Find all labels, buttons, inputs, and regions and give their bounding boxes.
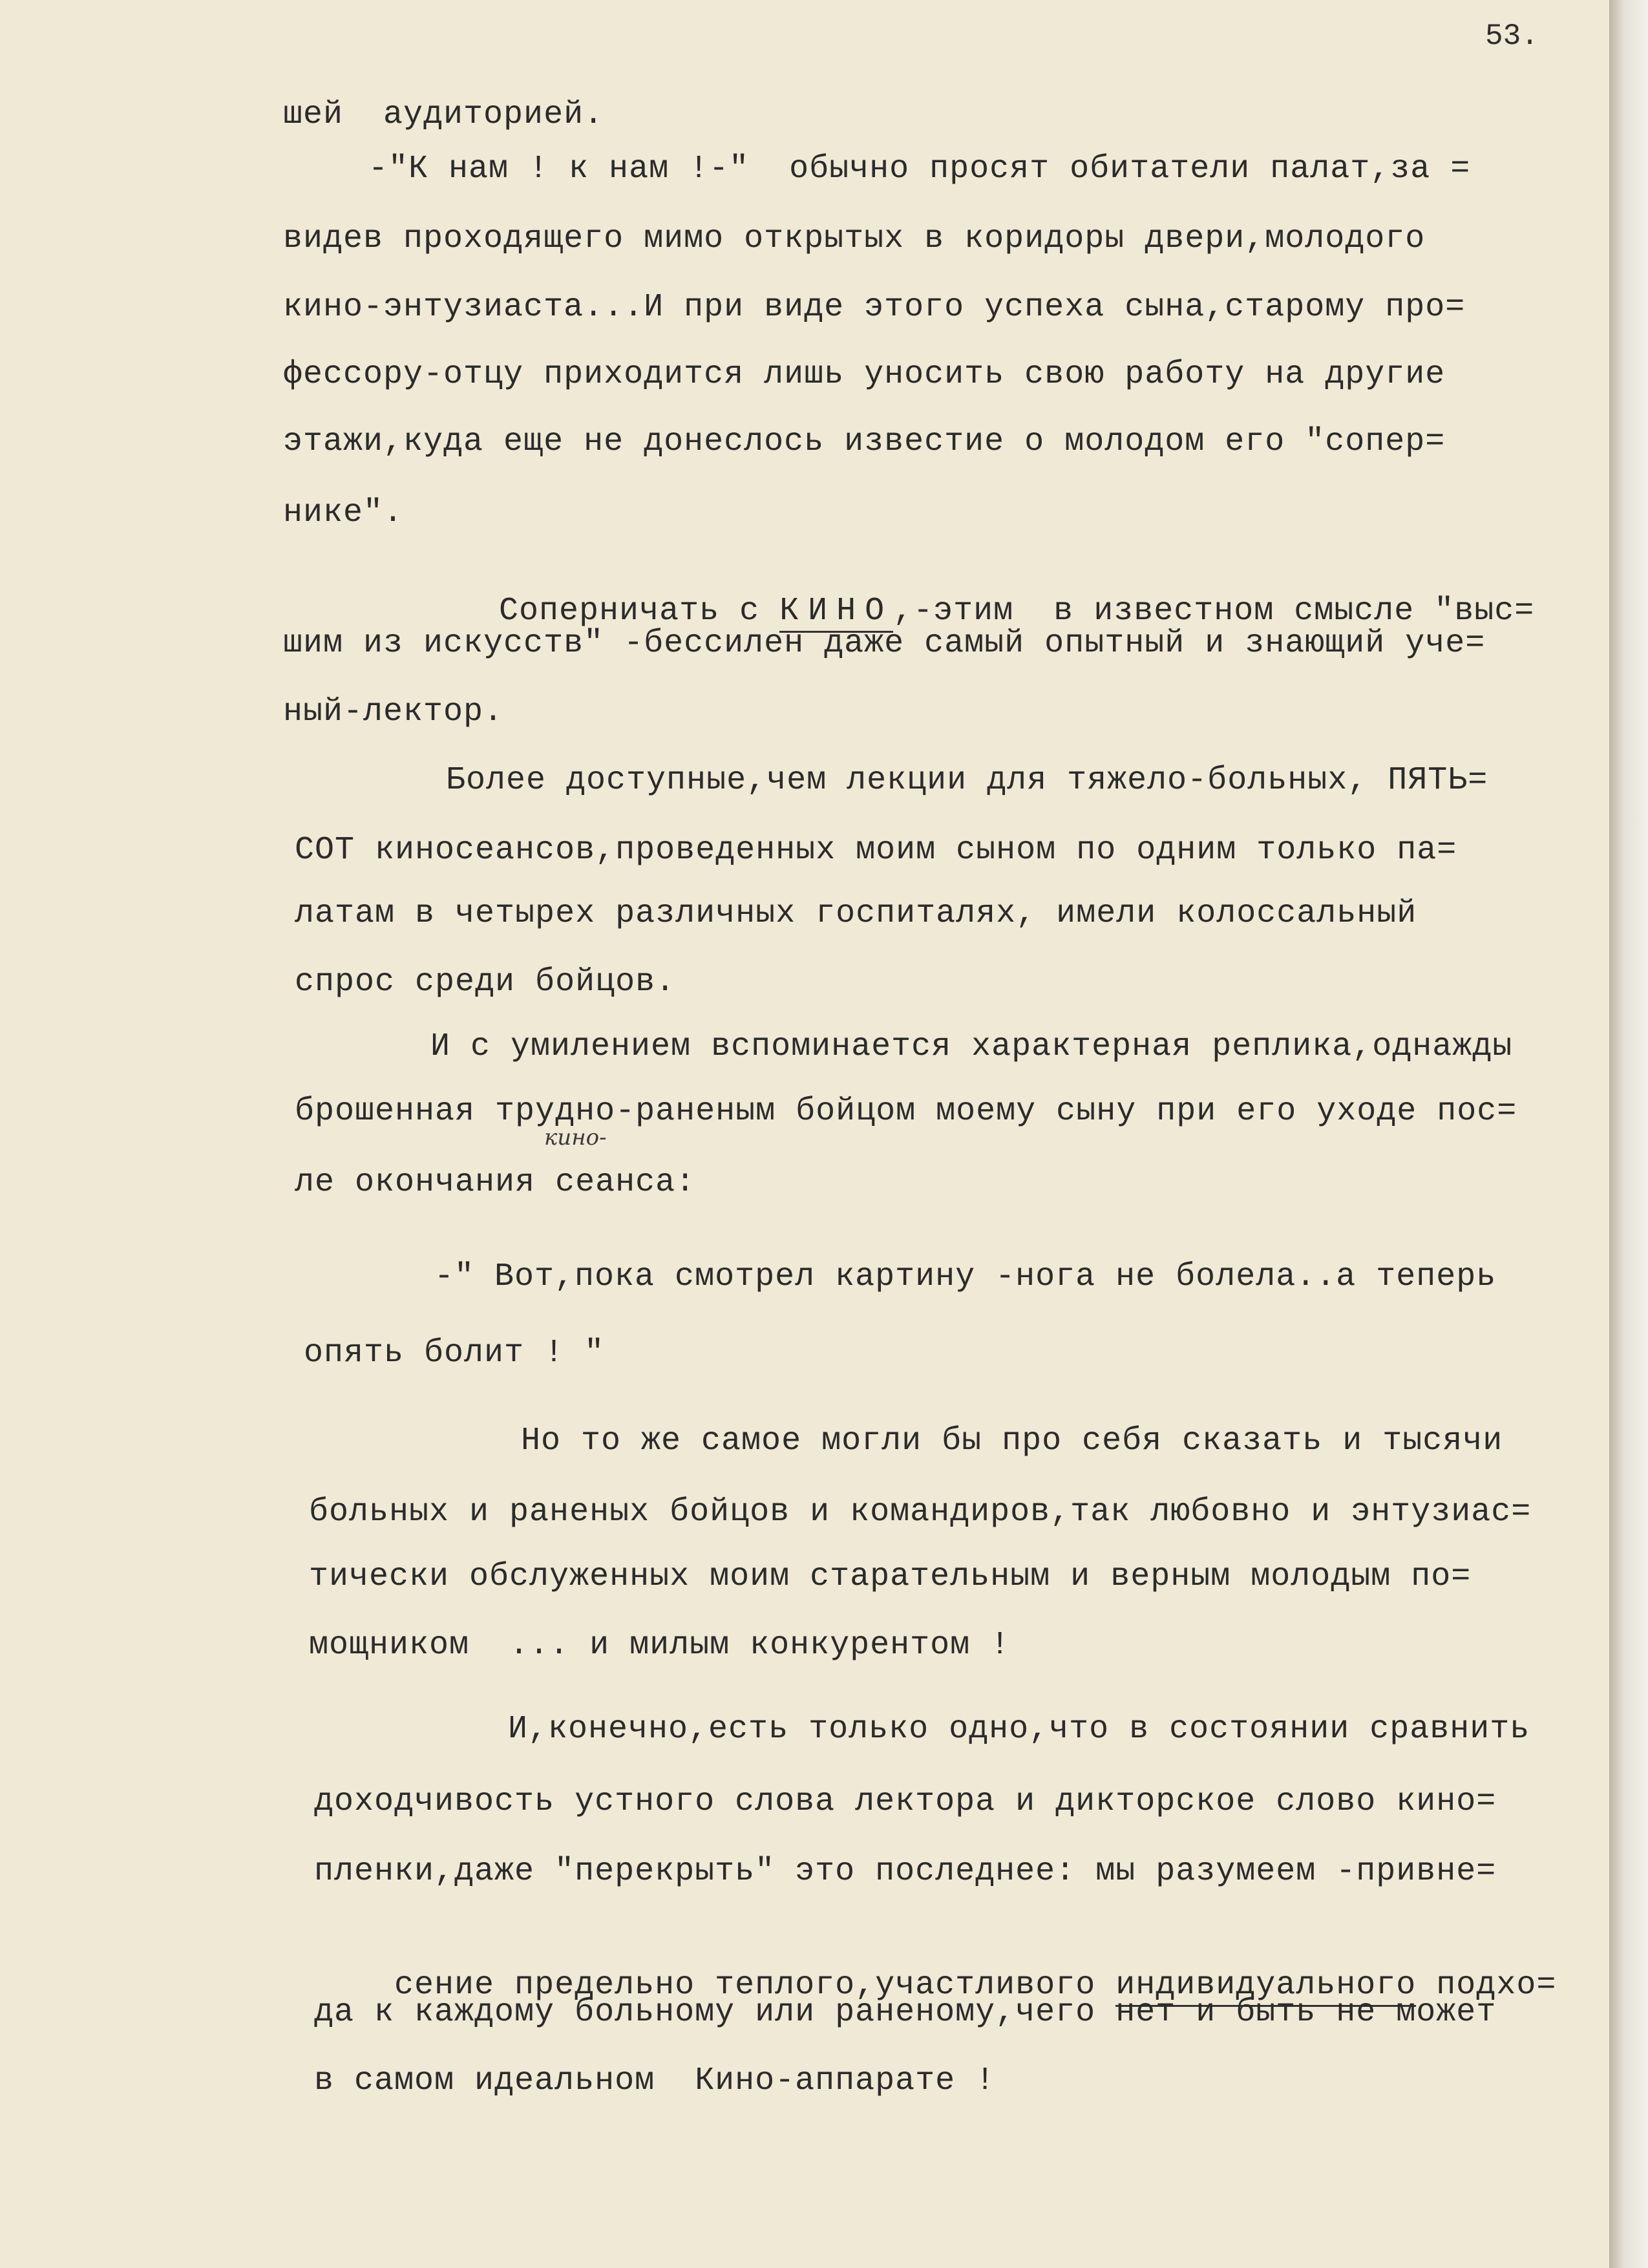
text-line: брошенная трудно-раненым бойцом моему сыну при его уходе пос= <box>295 1093 1517 1130</box>
text-line: больных и раненых бойцов и командиров,так любовно и энтузиас= <box>309 1494 1532 1531</box>
text-line: в самом идеальном Кино-аппарате ! <box>314 2062 996 2099</box>
text-line: тически обслуженных моим старательным и верным молодым по= <box>309 1558 1472 1595</box>
text-line: опять болит ! " <box>304 1335 605 1372</box>
text-line: шим из искусств" -бессилен даже самый опытный и знающий уче= <box>283 625 1486 662</box>
text-line: ле окончания сеанса: <box>295 1164 696 1201</box>
text-line: спрос среди бойцов. <box>295 964 676 1001</box>
page-number: 53. <box>1485 19 1539 53</box>
text-line: Более доступные,чем лекции для тяжело-больных, ПЯТЬ= <box>446 762 1488 799</box>
text-line: СОТ киносеансов,проведенных моим сыном по одним только па= <box>295 832 1457 869</box>
text-line: мощником ... и милым конкурентом ! <box>309 1627 1011 1664</box>
text-line: И,конечно,есть только одно,что в состоянии сравнить <box>508 1711 1530 1748</box>
text-line: ный-лектор. <box>283 694 504 730</box>
underlined-word: индивидуального <box>1115 1967 1416 2007</box>
text-line: шей аудиторией. <box>283 96 604 133</box>
paper-edge <box>1609 0 1648 2268</box>
text-line: Но то же самое могли бы про себя сказать и тысячи <box>521 1423 1503 1459</box>
text-line: фессору-отцу приходится лишь уносить свою работу на другие <box>283 356 1446 393</box>
text-fragment: Соперничать с <box>499 593 780 630</box>
handwritten-insertion: кино- <box>544 1125 607 1150</box>
underlined-word: КИНО <box>779 593 893 633</box>
text-line: И с умилением вспоминается характерная реплика,однажды <box>430 1028 1513 1065</box>
text-line: -" Вот,пока смотрел картину -нога не болела..а теперь <box>434 1258 1497 1295</box>
text-line: нике". <box>283 494 404 531</box>
text-fragment: ,-этим в известном смысле "выс= <box>893 593 1535 630</box>
text-fragment: сение предельно теплого,участливого <box>394 1967 1116 2004</box>
text-line: -"К нам ! к нам !-" обычно просят обитатели палат,за = <box>368 151 1471 187</box>
text-line: пленки,даже "перекрыть" это последнее: мы разумеем -привне= <box>314 1853 1497 1890</box>
text-line: кино-энтузиаста...И при виде этого успеха сына,старому про= <box>283 289 1466 326</box>
text-line: латам в четырех различных госпиталях, имели колоссальный <box>295 895 1417 932</box>
text-line: да к каждому больному или раненому,чего нет и быть не может <box>314 1994 1497 2031</box>
text-line: доходчивость устного слова лектора и дикторское слово кино= <box>314 1783 1497 1820</box>
text-fragment: подхо= <box>1416 1967 1557 2004</box>
text-line: этажи,куда еще не донеслось известие о молодом его "сопер= <box>283 423 1446 460</box>
text-line: видев проходящего мимо открытых в коридоры двери,молодого <box>283 220 1426 257</box>
